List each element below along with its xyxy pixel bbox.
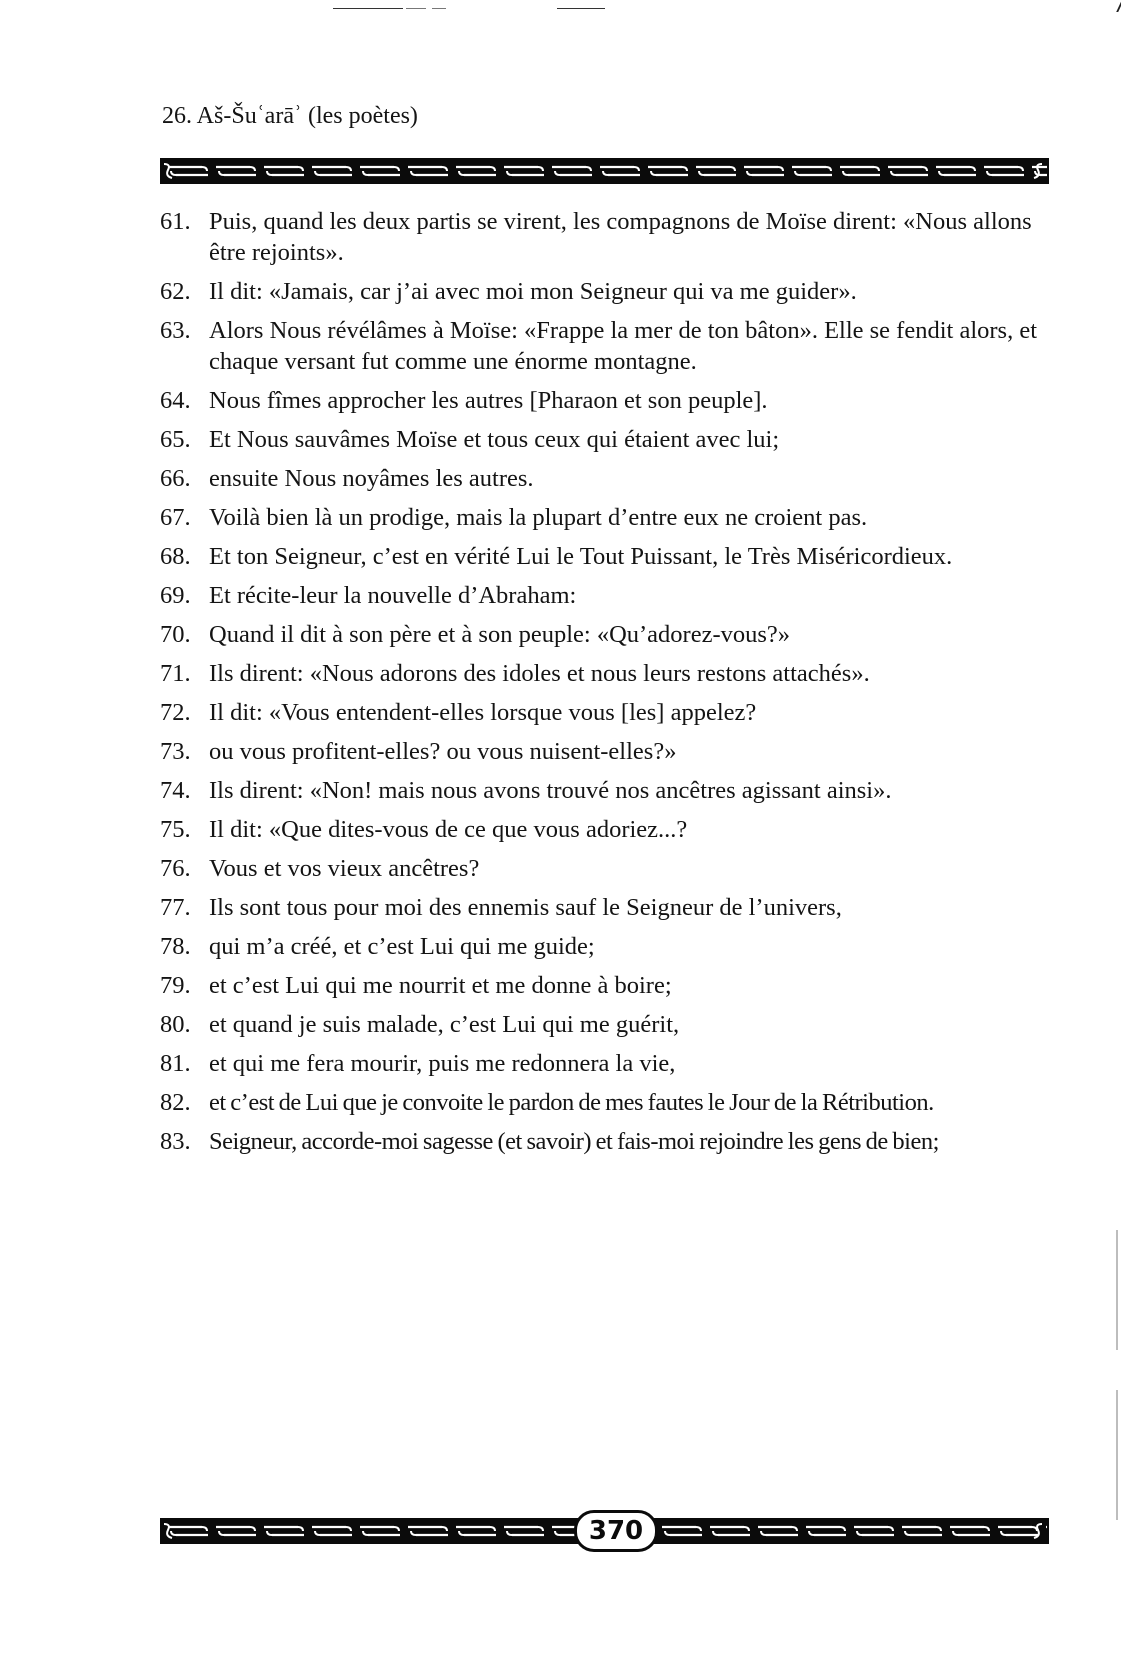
top-rule <box>406 8 426 9</box>
verse-number: 79. <box>160 972 191 999</box>
verse-number: 66. <box>160 465 191 492</box>
verse-number: 76. <box>160 855 191 882</box>
verse-number: 82. <box>160 1089 191 1116</box>
verse-number: 75. <box>160 816 191 843</box>
verse-text: Et Nous sauvâmes Moïse et tous ceux qui étaient avec lui; <box>209 426 780 453</box>
verse-text: Ils dirent: «Non! mais nous avons trouvé nos ancêtres agissant ainsi». <box>209 777 892 804</box>
verse-item <box>160 580 1060 611</box>
verse-item <box>160 206 1060 268</box>
scan-edge <box>1116 1230 1118 1350</box>
verse-text: ou vous profitent-elles? ou vous nuisent-elles?» <box>209 738 677 765</box>
verse-number: 61. <box>160 208 191 235</box>
verse-text: Ils dirent: «Nous adorons des idoles et nous leurs restons attachés». <box>209 660 870 687</box>
verse-item <box>160 276 1060 307</box>
verse-text: Seigneur, accorde-moi sagesse (et savoir) et fais-moi rejoindre les gens de bien; <box>209 1128 939 1155</box>
verse-text: qui m’a créé, et c’est Lui qui me guide; <box>209 933 595 960</box>
verse-text: Quand il dit à son père et à son peuple: «Qu’adorez-vous?» <box>209 621 791 648</box>
verse-item <box>160 697 1060 728</box>
verse-item <box>160 424 1060 455</box>
bottom-ornament-band-right <box>654 1518 1049 1544</box>
verse-number: 65. <box>160 426 191 453</box>
verse-item <box>160 619 1060 650</box>
verse-item <box>160 1048 1060 1079</box>
verse-item <box>160 970 1060 1001</box>
verse-text: Puis, quand les deux partis se virent, les compagnons de Moïse dirent: «Nous allons être rejoints». <box>209 208 1032 266</box>
verse-number: 70. <box>160 621 191 648</box>
verse-text: Et ton Seigneur, c’est en vérité Lui le Tout Puissant, le Très Miséricordieux. <box>209 543 953 570</box>
verse-number: 63. <box>160 317 191 344</box>
chain-pattern <box>162 160 1047 182</box>
verse-item <box>160 892 1060 923</box>
verse-number: 67. <box>160 504 191 531</box>
verse-item <box>160 541 1060 572</box>
verse-number: 73. <box>160 738 191 765</box>
chain-pattern <box>162 1520 576 1542</box>
verse-number: 69. <box>160 582 191 609</box>
verse-text: ensuite Nous noyâmes les autres. <box>209 465 534 492</box>
scan-edge <box>1116 1390 1118 1520</box>
verse-number: 83. <box>160 1128 191 1155</box>
verse-number: 68. <box>160 543 191 570</box>
verse-item <box>160 385 1060 416</box>
top-rule <box>432 8 446 9</box>
top-rule <box>333 8 403 9</box>
verse-text: et quand je suis malade, c’est Lui qui me guérit, <box>209 1011 680 1038</box>
verse-text: et qui me fera mourir, puis me redonnera la vie, <box>209 1050 676 1077</box>
verse-item <box>160 658 1060 689</box>
verse-number: 72. <box>160 699 191 726</box>
verse-text: Ils sont tous pour moi des ennemis sauf le Seigneur de l’univers, <box>209 894 842 921</box>
verse-number: 74. <box>160 777 191 804</box>
verse-text: Et récite-leur la nouvelle d’Abraham: <box>209 582 577 609</box>
verse-text: et c’est Lui qui me nourrit et me donne à boire; <box>209 972 672 999</box>
verse-number: 62. <box>160 278 191 305</box>
verse-item <box>160 1126 1060 1157</box>
verse-item <box>160 463 1060 494</box>
verse-number: 81. <box>160 1050 191 1077</box>
verse-text: Il dit: «Jamais, car j’ai avec moi mon Seigneur qui va me guider». <box>209 278 857 305</box>
verse-item <box>160 502 1060 533</box>
verse-text: Il dit: «Que dites-vous de ce que vous adoriez...? <box>209 816 688 843</box>
verse-text: Alors Nous révélâmes à Moïse: «Frappe la mer de ton bâton». Elle se fendit alors, et chaque versant fut comme une énorme montagne. <box>209 317 1038 375</box>
top-rule <box>557 8 605 9</box>
verse-number: 77. <box>160 894 191 921</box>
verse-number: 71. <box>160 660 191 687</box>
chain-pattern <box>656 1520 1047 1542</box>
top-ornament-band <box>160 158 1049 184</box>
bottom-ornament-band-left <box>160 1518 578 1544</box>
verse-item <box>160 775 1060 806</box>
verse-item <box>160 931 1060 962</box>
verse-text: Nous fîmes approcher les autres [Pharaon et son peuple]. <box>209 387 768 414</box>
verse-item <box>160 736 1060 767</box>
page-number: 370 <box>574 1510 658 1552</box>
verse-number: 78. <box>160 933 191 960</box>
verse-item <box>160 1009 1060 1040</box>
verse-list <box>160 206 1060 1165</box>
surah-header: 26. Aš-Šuʿarāʾ (les poètes) <box>162 103 418 129</box>
corner-mark <box>1109 0 1121 12</box>
verse-number: 64. <box>160 387 191 414</box>
verse-text: et c’est de Lui que je convoite le pardon de mes fautes le Jour de la Rétribution. <box>209 1089 934 1116</box>
verse-text: Il dit: «Vous entendent-elles lorsque vous [les] appelez? <box>209 699 757 726</box>
verse-text: Vous et vos vieux ancêtres? <box>209 855 480 882</box>
verse-item <box>160 853 1060 884</box>
verse-number: 80. <box>160 1011 191 1038</box>
verse-item <box>160 315 1060 377</box>
verse-text: Voilà bien là un prodige, mais la plupart d’entre eux ne croient pas. <box>209 504 868 531</box>
verse-item <box>160 1087 1060 1118</box>
verse-item <box>160 814 1060 845</box>
